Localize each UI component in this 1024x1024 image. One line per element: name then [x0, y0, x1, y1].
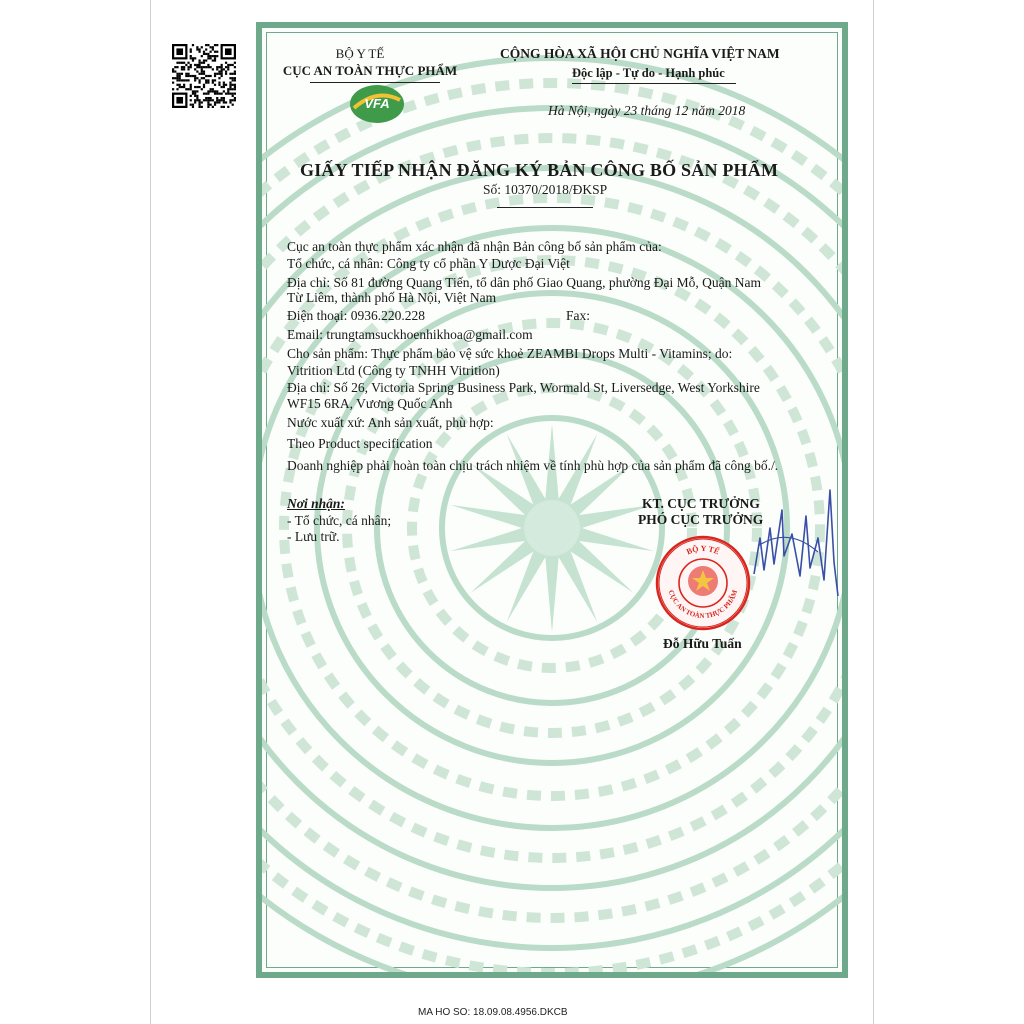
ministry-name: BỘ Y TẾ	[335, 46, 385, 61]
dossier-code: MA HO SO: 18.09.08.4956.DKCB	[418, 1007, 568, 1018]
agency-underline	[310, 82, 440, 83]
issue-date: Hà Nội, ngày 23 tháng 12 năm 2018	[548, 103, 746, 118]
intro-text: Cục an toàn thực phẩm xác nhận đã nhận Bản công bố sản phẩm của:	[287, 239, 662, 254]
national-motto: Độc lập - Tự do - Hạnh phúc	[572, 66, 725, 80]
document-number: Số: 10370/2018/ĐKSP	[483, 182, 608, 197]
responsibility-text: Doanh nghiệp phải hoàn toàn chịu trách nhiệm về tính phù hợp của sản phẩm đã công bố./.	[287, 458, 779, 473]
signer-role-2: PHÓ CỤC TRƯỞNG	[638, 512, 764, 527]
product-line-1: Cho sản phẩm: Thực phẩm bảo vệ sức khoẻ ZEAMBI Drops Multi - Vitamins; do:	[287, 346, 733, 361]
vfa-logo-text: VFA	[364, 96, 390, 111]
recipients-heading: Nơi nhận:	[287, 496, 345, 511]
address-line-2: Từ Liêm, thành phố Hà Nội, Việt Nam	[287, 290, 497, 305]
maker-address-line-2: WF15 6RA, Vương Quốc Anh	[287, 396, 453, 411]
address-line-1: Địa chỉ: Số 81 đường Quang Tiến, tổ dân phố Giao Quang, phường Đại Mỗ, Quận Nam	[287, 275, 761, 290]
country-name: CỘNG HÒA XÃ HỘI CHỦ NGHĨA VIỆT NAM	[500, 46, 780, 61]
specification-text: Theo Product specification	[287, 436, 433, 451]
handwritten-signature	[748, 476, 844, 600]
recipient-item-1: - Tổ chức, cá nhân;	[287, 513, 392, 528]
qr-code	[172, 44, 236, 108]
official-red-stamp	[654, 534, 752, 632]
stamp-bottom-text: CỤC AN TOÀN THỰC PHẨM	[666, 588, 740, 621]
product-line-2: Vitrition Ltd (Công ty TNHH Vitrition)	[287, 363, 500, 378]
vfa-logo	[348, 78, 406, 126]
phone-text: Điện thoại: 0936.220.228	[287, 308, 425, 323]
organization-text: Tổ chức, cá nhân: Công ty cổ phần Y Dược Đại Việt	[287, 256, 570, 271]
motto-underline	[572, 83, 736, 84]
stamp-top-text: BỘ Y TẾ	[685, 543, 721, 557]
signer-name: Đỗ Hữu Tuấn	[663, 636, 742, 651]
fax-text: Fax:	[566, 308, 591, 323]
maker-address-line-1: Địa chỉ: Số 26, Victoria Spring Business Park, Wormald St, Liversedge, West Yorkshire	[287, 380, 760, 395]
origin-text: Nước xuất xứ: Anh sản xuất, phù hợp:	[287, 415, 494, 430]
title-underline	[497, 207, 593, 208]
document-title: GIẤY TIẾP NHẬN ĐĂNG KÝ BẢN CÔNG BỐ SẢN PHẨM	[300, 160, 779, 180]
signer-role-1: KT. CỤC TRƯỞNG	[642, 496, 760, 511]
email-text: Email: trungtamsuckhoenhikhoa@gmail.com	[287, 327, 533, 342]
agency-name: CỤC AN TOÀN THỰC PHẨM	[282, 63, 458, 78]
recipient-item-2: - Lưu trữ.	[287, 529, 340, 544]
